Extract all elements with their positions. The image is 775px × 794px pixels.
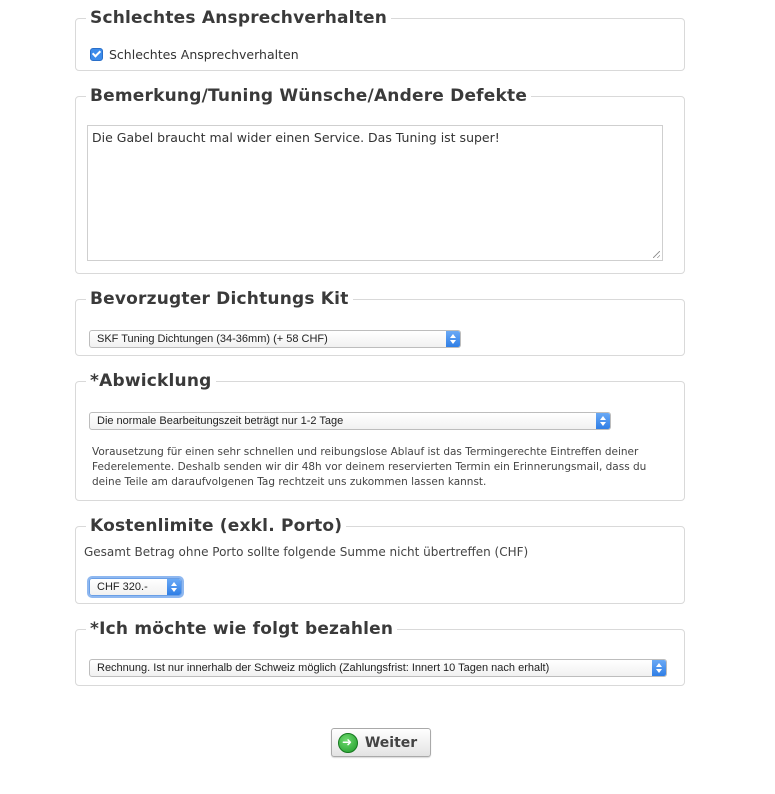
section-title: Bemerkung/Tuning Wünsche/Andere Defekte <box>86 85 531 107</box>
section-processing <box>75 371 685 501</box>
select-arrows-icon <box>446 331 460 347</box>
processing-select[interactable] <box>89 412 611 430</box>
cost-limit-select[interactable] <box>89 578 182 596</box>
remarks-textarea[interactable] <box>87 125 663 261</box>
weiter-button[interactable] <box>331 728 431 757</box>
payment-select[interactable] <box>89 659 667 677</box>
section-title: Kostenlimite (exkl. Porto) <box>86 515 346 537</box>
processing-note: Vorausetzung für einen sehr schnellen und reibungslose Ablauf ist das Termingerechte Eintreffen deiner Federelemente. Deshalb senden wir dir 48h vor deinem reservierten Termin ein Erinnerungsmail, dass du deine Teile am daraufvolgenen Tag rechtzeit uns zukommen lassen kannst. <box>92 446 647 488</box>
cost-limit-selected: CHF 320.- <box>97 581 148 593</box>
remarks-text: Die Gabel braucht mal wider einen Service. Das Tuning ist super! <box>92 130 500 145</box>
section-payment <box>75 619 685 686</box>
section-title: Schlechtes Ansprechverhalten <box>86 7 391 29</box>
seal-kit-select[interactable] <box>89 330 461 348</box>
bad-response-checkbox[interactable] <box>90 48 103 61</box>
section-title: *Ich möchte wie folgt bezahlen <box>86 618 397 640</box>
bad-response-checkbox-row[interactable] <box>90 47 299 62</box>
section-bad-response <box>75 8 685 71</box>
weiter-button-label: Weiter <box>364 734 418 751</box>
payment-selected: Rechnung. Ist nur innerhalb der Schweiz möglich (Zahlungsfrist: Innert 10 Tagen nach erhalt) <box>97 662 550 674</box>
checkbox-label: Schlechtes Ansprechverhalten <box>109 47 299 62</box>
seal-kit-selected: SKF Tuning Dichtungen (34-36mm) (+ 58 CHF) <box>97 333 328 345</box>
select-arrows-icon <box>596 413 610 429</box>
section-seal-kit <box>75 289 685 356</box>
select-arrows-icon <box>652 660 666 676</box>
resize-handle-icon[interactable] <box>653 251 660 258</box>
section-cost-limit <box>75 516 685 604</box>
arrow-right-icon <box>338 733 358 753</box>
section-title: Bevorzugter Dichtungs Kit <box>86 288 353 310</box>
cost-limit-description: Gesamt Betrag ohne Porto sollte folgende Summe nicht übertreffen (CHF) <box>84 545 529 559</box>
section-remarks <box>75 86 685 274</box>
select-arrows-icon <box>167 579 181 595</box>
section-title: *Abwicklung <box>86 370 216 392</box>
processing-selected: Die normale Bearbeitungszeit beträgt nur 1-2 Tage <box>97 415 344 427</box>
